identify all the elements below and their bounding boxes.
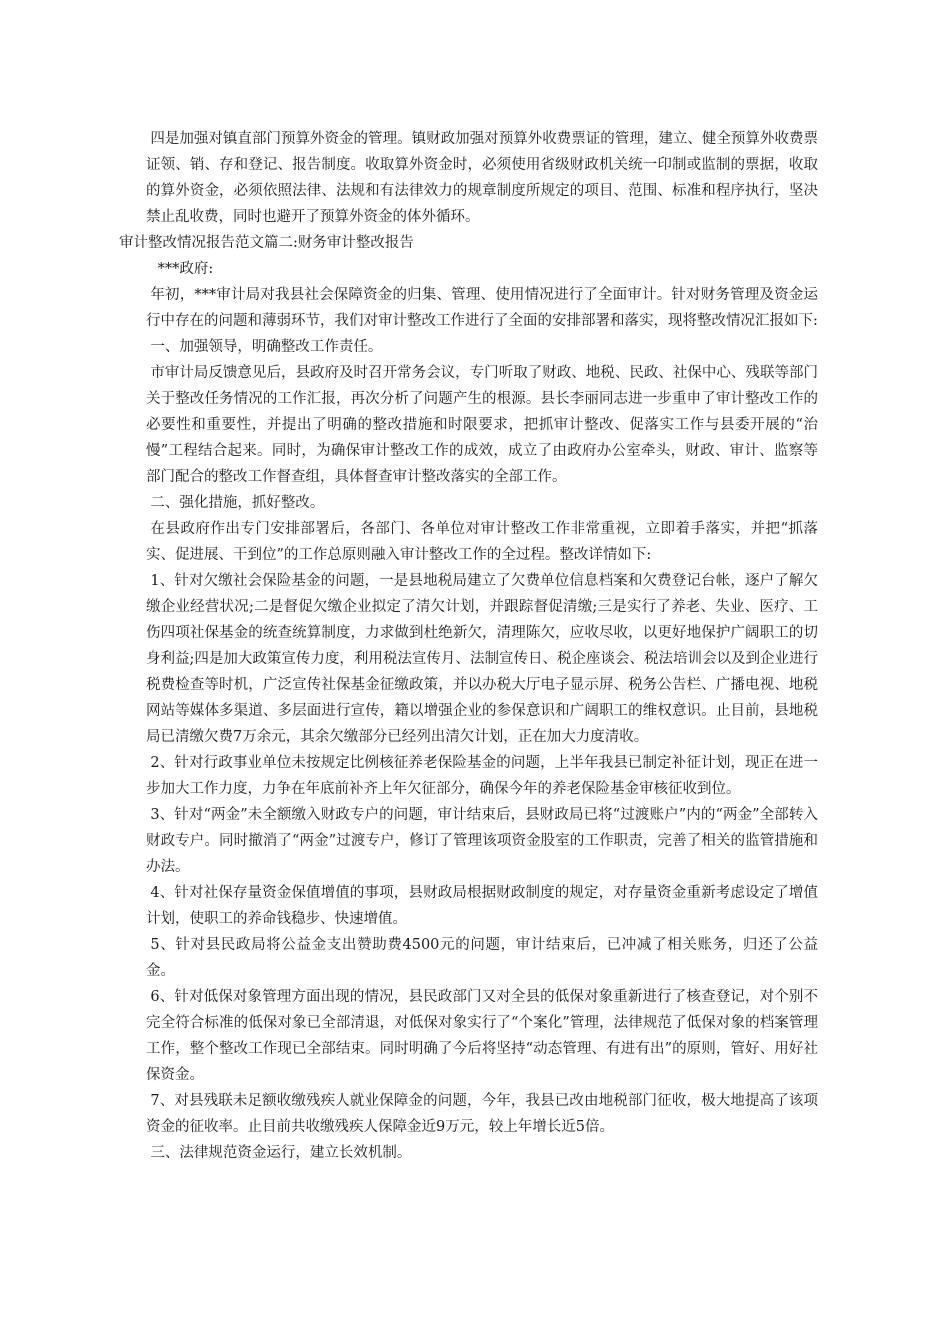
heading-one: 一、加强领导，明确整改工作责任。	[150, 339, 383, 355]
paragraph-leadership: 市审计局反馈意见后，县政府及时召开常务会议，专门听取了财政、地税、民政、社保中心、残联等部门关于整改任务情况的工作汇报，再次分析了问题产生的根源。县长李丽同志进一步重申了审计整改工作的必要性和重要性，并提出了明确的整改措施和时限要求，把抓审计整改、促落实工作与县委开展的“治慢”工程结合起来。同时，为确保审计整改工作的成效，成立了由政府办公室牵头，财政、审计、监察等部门配合的整改工作督查组，具体督查审计整改落实的全部工作。	[146, 365, 818, 485]
paragraph-measures: 在县政府作出专门安排部署后，各部门、各单位对审计整改工作非常重视，立即着手落实，并把“抓落实、促进展、干到位”的工作总原则融入审计整改工作的全过程。整改详情如下:	[146, 521, 818, 563]
item-2: 2、针对行政事业单位未按规定比例核征养老保险基金的问题，上半年我县已制定补征计划，现正在进一步加大工作力度，力争在年底前补齐上年欠征部分，确保今年的养老保险基金审核征收到位。	[146, 755, 818, 797]
item-1: 1、针对欠缴社会保险基金的问题，一是县地税局建立了欠费单位信息档案和欠费登记台帐，逐户了解欠缴企业经营状况;二是督促欠缴企业拟定了清欠计划，并跟踪督促清缴;三是实行了养老、失业、医疗、工伤四项社保基金的统查统算制度，力求做到杜绝新欠，清理陈欠，应收尽收，以更好地保护广阔职工的切身利益;四是加大政策宣传力度，利用税法宣传月、法制宣传日、税企座谈会、税法培训会以及到企业进行税费检查等时机，广泛宣传社保基金征缴政策，并以办税大厅电子显示屏、税务公告栏、广播电视、地税网站等媒体多渠道、多层面进行宣传，籍以增强企业的参保意识和广阔职工的维权意识。止目前，县地税局已清缴欠费7万余元，其余欠缴部分已经列出清欠计划，正在加大力度清收。	[146, 573, 818, 745]
section-title: 审计整改情况报告范文篇二:财务审计整改报告	[119, 235, 414, 251]
document-page	[119, 126, 818, 1166]
paragraph-intro: 年初，***审计局对我县社会保障资金的归集、管理、使用情况进行了全面审计。针对财务管理及资金运行中存在的问题和薄弱环节，我们对审计整改工作进行了全面的安排部署和落实，现将整改情况汇报如下:	[146, 287, 818, 329]
item-4: 4、针对社保存量资金保值增值的事项，县财政局根据财政制度的规定，对存量资金重新考虑设定了增值计划，使职工的养命钱稳步、快速增值。	[146, 885, 818, 927]
item-5: 5、针对县民政局将公益金支出赞助费4500元的问题，审计结束后，已冲减了相关账务，归还了公益金。	[146, 937, 818, 979]
paragraph-budget-management: 四是加强对镇直部门预算外资金的管理。镇财政加强对预算外收费票证的管理，建立、健全预算外收费票证领、销、存和登记、报告制度。收取算外资金时，必须使用省级财政机关统一印制或监制的票据，收取的算外资金，必须依照法律、法规和有法律效力的规章制度所规定的项目、范围、标准和程序执行，坚决禁止乱收费，同时也避开了预算外资金的体外循环。	[146, 131, 818, 225]
item-3: 3、针对“两金”未全额缴入财政专户的问题，审计结束后，县财政局已将“过渡账户”内的“两金”全部转入财政专户。同时撤消了“两金”过渡专户，修订了管理该项资金股室的工作职责，完善了相关的监管措施和办法。	[146, 807, 818, 875]
salutation: ***政府:	[157, 261, 214, 277]
item-7: 7、对县残联未足额收缴残疾人就业保障金的问题，今年，我县已改由地税部门征收，极大地提高了该项资金的征收率。止目前共收缴残疾人保障金近9万元，较上年增长近5倍。	[146, 1093, 818, 1135]
heading-two: 二、强化措施，抓好整改。	[150, 495, 325, 511]
item-6: 6、针对低保对象管理方面出现的情况，县民政部门又对全县的低保对象重新进行了核查登记，对个别不完全符合标准的低保对象已全部清退，对低保对象实行了“个案化”管理，法律规范了低保对象的档案管理工作，整个整改工作现已全部结束。同时明确了今后将坚持“动态管理、有进有出”的原则，管好、用好社保资金。	[146, 989, 818, 1083]
heading-three: 三、法律规范资金运行，建立长效机制。	[150, 1145, 412, 1161]
